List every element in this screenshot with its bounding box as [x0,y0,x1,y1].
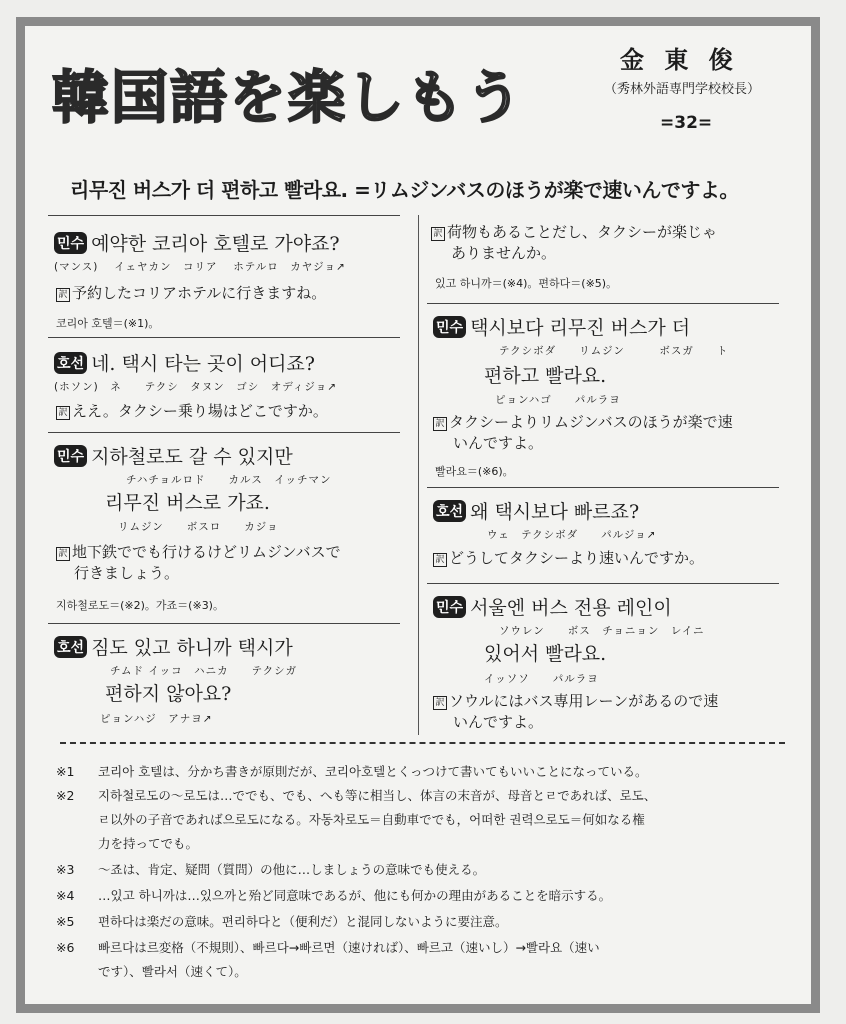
japanese-translation: ええ。タクシー乗り場はどこですか。 [72,402,328,420]
footnote [56,938,600,956]
footnote-text: です）、빨라서（速くて）。 [98,964,247,979]
translation-mark: 訳 [56,288,70,302]
footnote [56,762,647,780]
footnote-mark: ※3 [56,862,75,877]
footnote-mark: ※1 [56,764,75,779]
divider [48,432,400,433]
author-name: 金 東 俊 [620,45,739,74]
note-reference: 지하철로도＝(※2)。가죠＝(※3)。 [56,599,224,612]
speaker-badge: 민수 [54,232,87,254]
divider [427,303,779,304]
japanese-translation: 荷物もあることだし、タクシーが楽じゃ [447,223,718,241]
footnote-mark: ※6 [56,940,75,955]
reading-line: ソウレン ボス チョニョン レイニ [499,625,705,637]
speaker-badge: 민수 [54,445,87,467]
japanese-translation: ありませんか。 [451,244,557,262]
footnote-mark: ※5 [56,914,75,929]
reading-line: イッソソ パルラヨ [484,673,599,685]
footnote-mark: ※2 [56,788,75,803]
footnote-mark: ※4 [56,888,75,903]
translation-mark: 訳 [431,227,445,241]
dialogue-block [427,487,787,577]
divider [48,623,400,624]
footnote-text: 지하철로도の～로도は…ででも、でも、へも等に相当し、体言の末音が、母音とㄹであれば、로도、 [98,788,657,803]
speaker-badge: 호선 [54,636,87,658]
reading-line: (ホソン) ネ テクシ タヌン ゴシ オディジョ↗ [54,381,338,393]
issue-number: =32= [660,113,713,133]
korean-line: 리무진 버스로 가죠. [105,492,270,514]
reading-line: (マンス) イェヤカン コリア ホテルロ カヤジョ↗ [54,261,346,273]
dialogue-block [48,215,408,335]
translation-mark: 訳 [56,547,70,561]
korean-line: 왜 택시보다 빠르죠? [470,501,640,523]
reading-line: リムジン ボスロ カジョ [118,521,279,533]
reading-line: チハチョルロド カルス イッチマン [126,474,332,486]
translation-mark: 訳 [433,553,447,567]
dialogue-block [427,583,787,733]
column-title: 韓国語を楽しもう [52,65,524,131]
japanese-translation: どうしてタクシーより速いんですか。 [449,549,705,567]
footnote-text: ㄹ以外の子音であれば으로도になる。자동차로도＝自動車ででも，어떠한 권력으로도＝何如なる権 [98,812,645,827]
speaker-badge: 민수 [433,596,466,618]
japanese-translation: 行きましょう。 [74,564,180,582]
speaker-badge: 민수 [433,316,466,338]
footnote-separator [60,742,785,744]
dialogue-block [427,215,787,300]
speaker-badge: 호선 [54,352,87,374]
column-divider [418,215,419,735]
korean-line: 서울엔 버스 전용 레인이 [470,597,672,619]
reading-line: ウェ テクシボダ パルジョ↗ [487,529,657,541]
left-column [48,215,408,735]
korean-line: 지하철로도 갈 수 있지만 [91,446,293,468]
footnote-text: ～죠は、肯定、疑問（質問）の他に…しましょうの意味でも使える。 [98,862,486,877]
korean-line: 편하고 빨라요. [484,365,607,387]
korean-line: 택시보다 리무진 버스가 더 [470,317,691,339]
note-reference: 코리아 호텔＝(※1)。 [56,317,160,330]
japanese-translation: 地下鉄ででも行けるけどリムジンバスで [72,543,341,561]
divider [48,215,400,216]
footnote-text: 力を持ってでも。 [98,836,199,851]
japanese-translation: タクシーよりリムジンバスのほうが楽で速 [449,413,733,431]
footnote-text: 코리아 호텔は、分かち書きが原則だが、코리아호텔とくっつけて書いてもいいことになっている。 [98,764,648,779]
reading-line: ピョンハゴ パルラヨ [495,394,621,406]
dialogue-block [48,623,408,733]
footnote [56,860,485,878]
divider [427,487,779,488]
footnote [56,786,656,804]
korean-line: 짐도 있고 하니까 택시가 [91,637,293,659]
reading-line: テクシボダ リムジン ボスガ ト [499,345,729,357]
dialogue-block [427,303,787,478]
dialogue-block [48,337,408,427]
footnote [56,912,508,930]
reading-line: チムド イッコ ハニカ テクシガ [110,665,298,677]
footnote-text: …있고 하니까は…있으까と殆ど同意味であるが、他にも何かの理由があることを暗示する。 [98,888,612,903]
right-column [427,215,787,735]
korean-line: 있어서 빨라요. [484,643,607,665]
footnote-text: 편하다は楽だの意味。편리하다と（便利だ）と混同しないように要注意。 [98,914,508,929]
translation-mark: 訳 [56,406,70,420]
footnote [56,886,611,904]
reading-line: ピョンハジ アナヨ↗ [100,713,213,725]
author-affiliation: （秀林外語専門学校校長） [604,82,761,97]
korean-line: 네. 택시 타는 곳이 어디죠? [91,353,315,375]
speaker-badge: 호선 [433,500,466,522]
note-reference: 있고 하니까＝(※4)。편하다＝(※5)。 [435,277,618,290]
lesson-headline: 리무진 버스가 더 편하고 빨라요. =リムジンバスのほうが楽で速いんですよ。 [70,178,739,202]
translation-mark: 訳 [433,696,447,710]
korean-line: 예약한 코리아 호텔로 가야죠? [91,233,340,255]
japanese-translation: いんですよ。 [453,713,544,731]
japanese-translation: ソウルにはバス専用レーンがあるので速 [449,692,719,710]
dialogue-block [48,432,408,622]
footnote-text: 빠르다は르変格（不規則）、빠르다→빠르면（速ければ）、빠르고（速いし）→빨라요（速い [98,940,600,955]
japanese-translation: 予約したコリアホテルに行きますね。 [72,284,327,302]
translation-mark: 訳 [433,417,447,431]
note-reference: 빨라요＝(※6)。 [435,465,514,478]
japanese-translation: いんですよ。 [453,434,544,452]
divider [48,337,400,338]
divider [427,583,779,584]
korean-line: 편하지 않아요? [105,683,232,705]
